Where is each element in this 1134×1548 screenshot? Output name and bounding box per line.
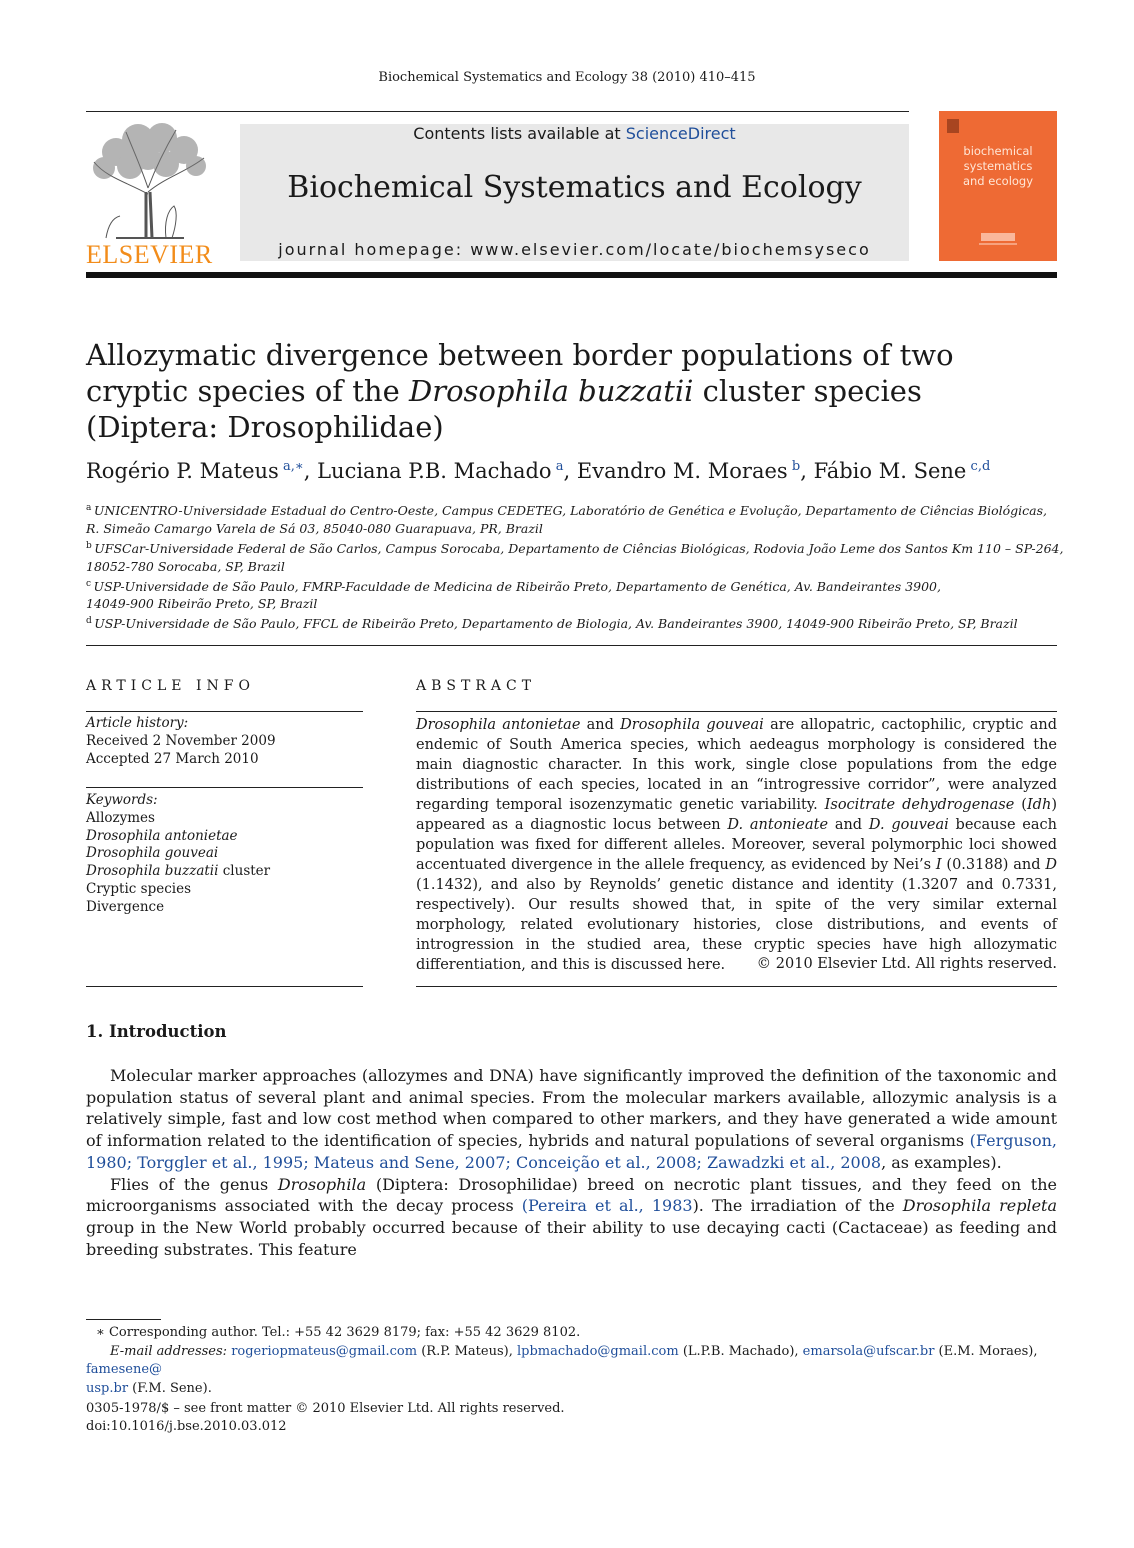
article-history [86, 715, 363, 768]
paragraph [86, 1065, 1057, 1174]
sciencedirect-mini-logo-icon [981, 233, 1015, 241]
article-info-rule [86, 711, 363, 712]
affil-text: UFSCar-Universidade Federal de São Carlos, Campus Sorocaba, Departamento de Ciências Biológicas, Rodovia João Leme dos Santos Km 110 – SP-264, [94, 540, 1064, 556]
title-text: cluster species [693, 374, 922, 408]
affiliation [86, 500, 1066, 520]
received-date: Received 2 November 2009 [86, 732, 276, 749]
keyword: Divergence [86, 898, 165, 915]
section-divider [86, 645, 1057, 646]
elsevier-wordmark: ELSEVIER [86, 240, 213, 269]
paragraph-text: Flies of the genus [110, 1174, 278, 1194]
affil-text: USP-Universidade de São Paulo, FFCL de Ribeirão Preto, Departamento de Biologia, Av. Bandeirantes 3900, 14049-900 Ribeirão Preto, SP, Brazil [94, 616, 1018, 632]
cover-text-line: and ecology [962, 174, 1034, 188]
author-name: Rogério P. Mateus [86, 459, 279, 483]
introduction-body [86, 1065, 1057, 1260]
author-affil-ref[interactable]: a,∗ [283, 459, 304, 474]
author-affil-ref[interactable]: a [555, 459, 564, 474]
title-text: cryptic species of the [86, 374, 409, 408]
affiliation [86, 576, 1066, 596]
keyword: Drosophila gouveai [86, 845, 219, 862]
abstract-span: Drosophila antonietae [416, 717, 581, 733]
running-head: Biochemical Systematics and Ecology 38 (2010) 410–415 [378, 70, 756, 85]
abstract-span: are allopatric, cactophilic, cryptic and endemic of South America species, which aedeagus morphology is considered the main diagnostic character. In this work, single close populations from the edge distributions of each species, located in an “introgressive corridor”, were analyzed regarding temporal isozenzymatic genetic variability. [416, 717, 1058, 813]
affiliation-cont: 14049-900 Ribeirão Preto, SP, Brazil [86, 596, 318, 612]
title-line: (Diptera: Drosophilidae) [86, 410, 444, 444]
abstract-span: ) appeared as a diagnostic locus between [416, 797, 1057, 833]
article-info-rule [86, 986, 363, 987]
history-label: Article history: [86, 715, 189, 731]
email-link[interactable]: usp.br [86, 1380, 129, 1396]
paragraph-text: ). The irradiation of the [692, 1196, 903, 1216]
cover-text-line: systematics [963, 159, 1033, 173]
author-affil-ref[interactable]: c,d [970, 459, 991, 474]
email-link[interactable]: emarsola@ufscar.br [802, 1343, 935, 1359]
introduction-heading: 1. Introduction [86, 1022, 227, 1041]
abstract-span: D [1045, 857, 1057, 873]
sciencedirect-link[interactable]: ScienceDirect [625, 124, 736, 143]
citation-link[interactable]: (Ferguson, 1980; Torggler et al., 1995; Mateus and Sene, 2007; Conceição et al., 2008; Zawadzki et al., 2008 [86, 1131, 1057, 1172]
header-bottom-rule [86, 272, 1057, 278]
abstract-span: Drosophila gouveai [620, 717, 764, 733]
title-line [86, 373, 986, 409]
email-owner: (F.M. Sene). [128, 1380, 212, 1396]
footnote-rule [86, 1319, 161, 1320]
paragraph [86, 1174, 1057, 1261]
email-link[interactable]: lpbmachado@gmail.com [516, 1343, 679, 1359]
cover-text-line: biochemical [963, 144, 1033, 158]
keyword: Cryptic species [86, 880, 192, 897]
abstract-span: (0.3188) and [941, 857, 1046, 873]
title-line: Allozymatic divergence between border populations of two [86, 338, 954, 372]
abstract-span: Isocitrate dehydrogenase [824, 797, 1015, 813]
citation-link[interactable]: (Pereira et al., 1983 [521, 1196, 693, 1216]
footnotes [86, 1324, 1057, 1398]
author-list: Rogério P. Mateus $^{a,∗}$, Luciana P.B. Machado $^a$, Evandro M. Moraes $^b$, Fábio M. Sene $^{c,d}$ [86, 459, 991, 483]
abstract-heading: ABSTRACT [416, 678, 537, 694]
paragraph-text: Molecular marker approaches (allozymes and DNA) have significantly improved the definition of the taxonomic and population status of several plant and animal species. From the molecular markers available, allozymic analysis is a relatively simple, fast and low cost method when compared to other markers, and they have generated a wide amount of information related to the identification of species, hybrids and natural populations of several organisms [86, 1066, 1057, 1151]
keyword [86, 863, 363, 881]
paragraph-text: (Diptera: Drosophilidae) breed on necrotic plant tissues, and they feed on the microorganisms associated with the decay process [86, 1174, 1057, 1216]
abstract-span: Idh [1026, 797, 1052, 813]
keywords-label: Keywords: [86, 792, 158, 808]
abstract-span: because each population was fixed for different alleles. Moreover, several polymorphic loci showed accentuated divergence in the allele frequency, as evidenced by Nei’s [416, 817, 1057, 873]
author-name: Fábio M. Sene [813, 459, 967, 483]
affil-marker: a [86, 503, 92, 513]
abstract-span: (1.1432), and also by Reynolds’ genetic distance and identity (1.3207 and 0.7331, respectively). Our results showed that, in spite of the very similar external morphology, related evolutionary histories, close distributions, and events of introgression in the studied area, these cryptic species have high allozymatic differentiation, and this is discussed here. [416, 877, 1057, 973]
keyword: Allozymes [86, 809, 155, 826]
affil-text: USP-Universidade de São Paulo, FMRP-Faculdade de Medicina de Ribeirão Preto, Departamento de Genética, Av. Bandeirantes 3900, [93, 578, 941, 594]
email-owner: (R.P. Mateus), [417, 1343, 517, 1359]
abstract-span: ( [1014, 797, 1027, 813]
affil-marker: d [86, 616, 92, 627]
abstract-rule [416, 711, 1057, 712]
abstract-text [416, 715, 1057, 975]
paragraph-species: Drosophila repleta [902, 1196, 1058, 1216]
abstract-span: and [580, 717, 621, 733]
abstract-copyright: © 2010 Elsevier Ltd. All rights reserved. [756, 956, 1057, 972]
affiliation-cont: R. Simeão Camargo Varela de Sá 03, 85040-080 Guarapuava, PR, Brazil [86, 520, 543, 536]
keyword-species: Drosophila buzzatii [86, 863, 219, 880]
front-matter-line: 0305-1978/$ – see front matter © 2010 Elsevier Ltd. All rights reserved. [86, 1401, 565, 1416]
keyword: Drosophila antonietae [86, 827, 238, 844]
author-name: Luciana P.B. Machado [317, 459, 552, 483]
article-info-heading: ARTICLE INFO [86, 678, 255, 694]
doi[interactable]: doi:10.1016/j.bse.2010.03.012 [86, 1418, 287, 1434]
abstract-rule [416, 986, 1057, 987]
front-matter [86, 1400, 686, 1435]
affiliation [86, 538, 1066, 558]
affiliations [86, 500, 1066, 633]
title-species: Drosophila buzzatii [408, 374, 694, 408]
cover-title [948, 144, 1048, 189]
article-title [86, 337, 986, 445]
journal-homepage[interactable]: journal homepage: www.elsevier.com/locate/biochemsyseco [278, 240, 871, 259]
email-addresses [86, 1343, 1057, 1399]
email-link[interactable]: famesene@ [86, 1362, 163, 1377]
affiliation [86, 613, 1066, 633]
affil-marker: b [86, 540, 92, 551]
journal-title: Biochemical Systematics and Ecology [287, 170, 862, 205]
abstract-span: D. gouveai [868, 817, 949, 833]
affiliation-cont: 18052-780 Sorocaba, SP, Brazil [86, 558, 285, 574]
abstract-span: D. antonieate [727, 817, 829, 833]
author-affil-ref[interactable]: b [791, 459, 801, 474]
contents-prefix: Contents lists available at [413, 124, 626, 143]
email-link[interactable]: rogeriopmateus@gmail.com [231, 1343, 418, 1359]
contents-availability [240, 124, 909, 143]
affil-text: UNICENTRO-Universidade Estadual do Centro-Oeste, Campus CEDETEG, Laboratório de Genética e Evolução, Departamento de Ciências Biológicas, [93, 503, 1047, 519]
keywords [86, 792, 363, 917]
abstract-span: and [828, 817, 869, 833]
email-owner: (E.M. Moraes), [934, 1343, 1038, 1359]
paragraph-text: , as examples). [881, 1152, 1002, 1172]
article-info-rule [86, 787, 363, 788]
email-owner: (L.P.B. Machado), [678, 1343, 803, 1359]
paragraph-species: Drosophila [277, 1174, 367, 1194]
author-name: Evandro M. Moraes [576, 459, 788, 483]
corresponding-author-note: ∗ Corresponding author. Tel.: +55 42 3629 8179; fax: +55 42 3629 8102. [96, 1325, 581, 1340]
header-top-rule [86, 111, 909, 112]
abstract-span: I [935, 857, 942, 873]
affil-marker: c [86, 578, 92, 589]
paragraph-text: group in the New World probably occurred because of their ability to use decaying cacti (Cactaceae) as feeding and breeding substrates. This feature [86, 1217, 1057, 1259]
accepted-date: Accepted 27 March 2010 [86, 750, 259, 767]
email-label: E-mail addresses: [110, 1343, 228, 1359]
keyword-text: cluster [218, 863, 271, 880]
